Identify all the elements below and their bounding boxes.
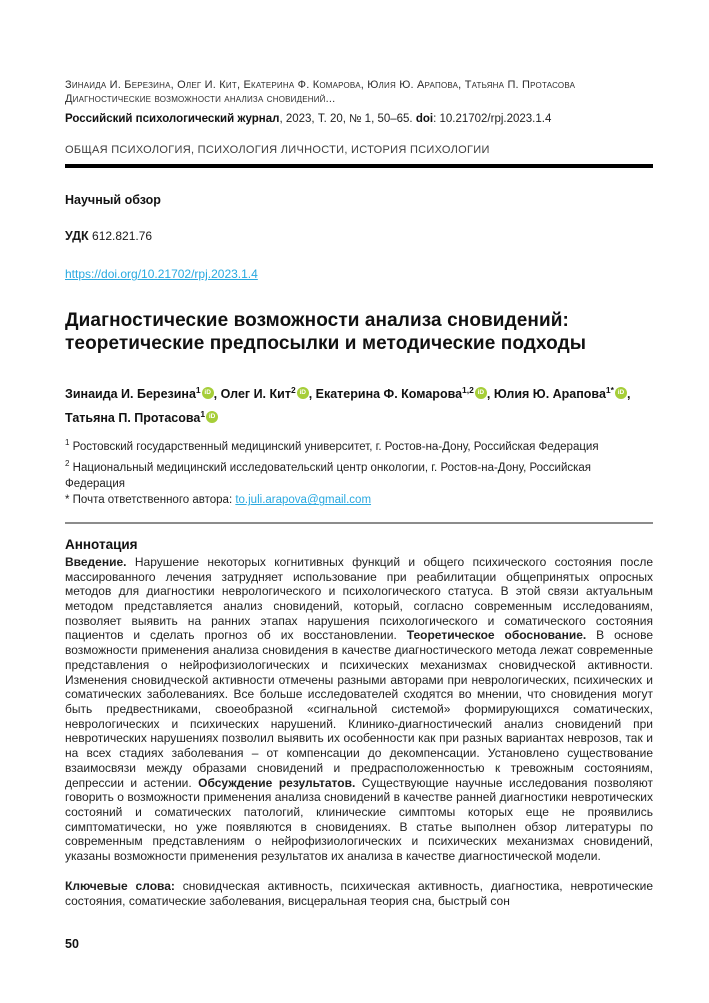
orcid-icon[interactable]: iD [475,387,487,399]
affiliation-marker: 2 [65,458,70,468]
corresponding-author-email-link[interactable]: to.juli.arapova@gmail.com [235,494,372,507]
author-affiliation-marker: 1,2 [462,385,474,395]
doi-row [65,265,653,283]
doi-label: doi [415,113,434,125]
journal-citation [65,112,653,127]
udc-label: УДК [65,229,89,243]
journal-name: Российский психологический журнал [65,113,280,125]
udc-line [65,229,653,243]
author-separator: , [308,387,316,402]
article-type-label: Научный обзор [65,193,161,207]
journal-issue-info: , 2023, Т. 20, № 1, 50–65. [279,113,416,125]
author [221,387,316,401]
author-separator: , [626,387,631,402]
abstract-divider [65,522,653,524]
author-affiliation-marker: 1 [200,409,206,420]
page-number: 50 [65,936,79,951]
journal-section: ОБЩАЯ ПСИХОЛОГИЯ, ПСИХОЛОГИЯ ЛИЧНОСТИ, ИСТОРИЯ ПСИХОЛОГИИ [65,144,490,156]
author-affiliation-marker: 1 [195,385,201,395]
author [316,387,494,401]
abstract-heading: Аннотация [65,536,138,552]
author-name: Юлия Ю. Арапова [493,387,606,402]
correspondence-label: * Почта ответственного автора: [65,494,236,507]
header-divider [65,164,653,168]
orcid-icon[interactable]: iD [202,387,214,399]
affiliation-text: Национальный медицинский исследовательский центр онкологии, г. Ростов-на-Дону, Российская Федерация [65,461,592,490]
doi-value: : 10.21702/rpj.2023.1.4 [433,113,552,125]
abstract-segment: Нарушение некоторых когнитивных функций и общего психического состояния после массированного лечения затрудняет использование при реабилитации общепринятых опросных методов для диагностики неврологического и психологического статуса. В этой связи актуальным методом представляется анализ сновидений, который, согласно современным исследованиям, позволяет выявить на ранних этапах нарушения психологического и соматического состояния пациентов и сделать прогноз об их восстановлении. [65,554,653,643]
author-affiliation-marker: 2 [290,385,296,395]
author [65,387,221,401]
orcid-icon[interactable]: iD [297,387,309,399]
orcid-icon[interactable]: iD [615,387,627,399]
abstract-section-label: Введение. [65,554,127,569]
running-head-short-title: Диагностические возможности анализа сновидений... [65,93,336,105]
author-name: Олег И. Кит [220,387,291,402]
affiliation-marker: 1 [65,438,70,448]
affiliation-text: Ростовский государственный медицинский университет, г. Ростов-на-Дону, Российская Федерация [69,441,599,454]
orcid-icon[interactable]: iD [206,411,218,423]
author-name: Зинаида И. Березина [65,387,196,402]
abstract-text [65,555,653,864]
udc-value: 612.821.76 [88,229,153,243]
author-name: Татьяна П. Протасова [65,411,201,426]
correspondence-line [65,492,653,509]
abstract-segment: Существующие научные исследования позволяют говорить о возможности применения анализа сновидений в качестве ранней диагностики невротических состояний и соматических патологий, клинические симптомы которых еще не проявились симптоматически, но уже появляются в сновидениях. В статье выполнен обзор литературы по современным представлениям о нейрофизиологических и психических механизмах сновидений, указаны возможности применения результатов их анализа в качестве диагностической модели. [65,775,653,864]
abstract-section-label: Обсуждение результатов. [198,775,356,790]
doi-link[interactable]: https://doi.org/10.21702/rpj.2023.1.4 [65,267,258,281]
keywords-text: сновидческая активность, психическая активность, диагностика, невротические состояния, соматические заболевания, висцеральная теория сна, быстрый сон [65,878,653,909]
running-head-authors: Зинаида И. Березина, Олег И. Кит, Екатерина Ф. Комарова, Юлия Ю. Арапова, Татьяна П. Протасова [65,79,576,91]
author-separator: , [213,387,221,402]
affiliations-block [65,435,653,509]
author-affiliation-marker: 1* [605,385,614,395]
keywords-block [65,879,653,910]
affiliation-1 [65,435,653,455]
author [65,411,218,425]
abstract-section-label: Теоретическое обоснование. [406,628,587,643]
abstract-segment: В основе возможности применения анализа сновидения в качестве диагностического метода лежат современные представления о нейрофизиологических и психических механизмах сновидческой активности. Изменения сновидческой активности отмечены разными авторами при неврологических, психических и соматических заболеваниях. Все больше исследователей сходятся во мнении, что сновидения могут быть предвестниками, своеобразной «сигнальной системой» формирующихся соматических, неврологических и психических нарушений. Клинико-диагностический анализ сновидений при невротических нарушениях позволил выявить их особенности как при разных вариантах неврозов, так и на всех стадиях заболевания – от компенсации до декомпенсации. Установлено существование взаимосвязи между образами сновидений и предрасположенностью к тревожным состояниям, депрессии и астении. [65,628,653,790]
affiliation-2 [65,456,653,493]
author-name: Екатерина Ф. Комарова [315,387,463,402]
keywords-label: Ключевые слова: [65,878,175,893]
author-separator: , [486,387,494,402]
article-title: Диагностические возможности анализа сновидений: теоретические предпосылки и методические подходы [65,310,587,354]
authors-line [65,380,653,428]
author [494,387,631,401]
